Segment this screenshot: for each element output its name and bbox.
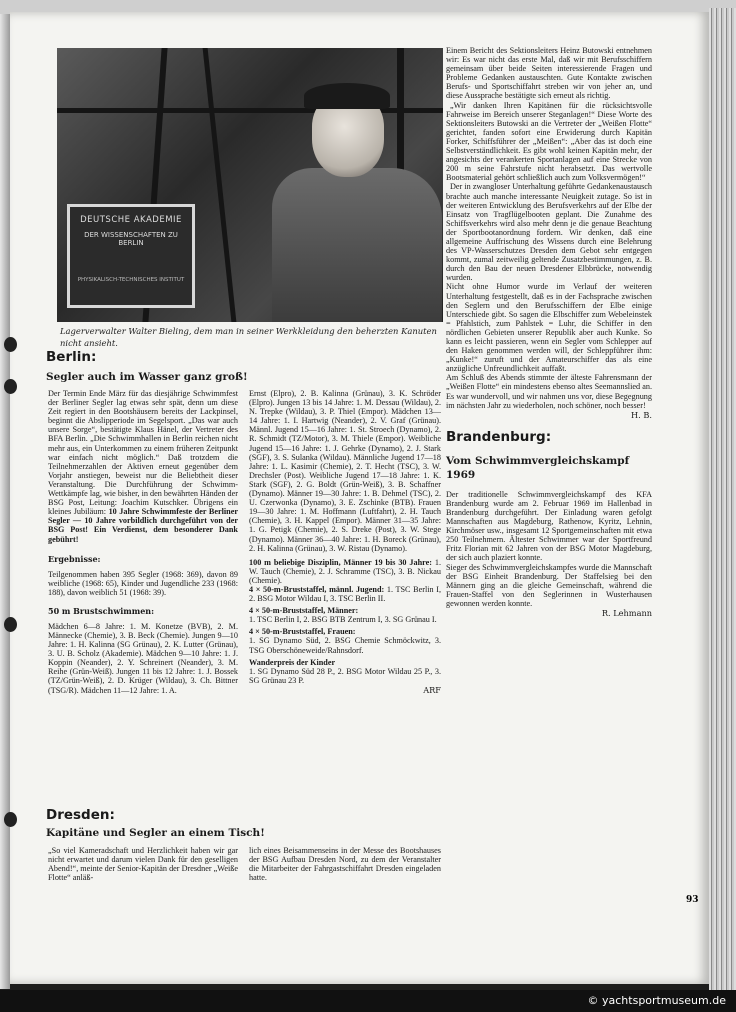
brust-text: Mädchen 6—8 Jahre: 1. M. Konetze (BVB), 2. M. Männecke (Chemie), 3. B. Beck (Chemie). Jungen 9—10 Jahre: 1. H. Kalinna (SG Grünau), 2. K. Lutter (Grünau), 3. U. B. Scholz (Akademie). Mädchen 9—10 Jahre: 1. J. Koppin (Neander), 2. Y. Schreinert (Neander), 3. M. Reihe (Grün-Weiß). Jungen 11 bis 12 Jahre: 1. J. Bossek (TZ/Grün-Weiß), 2. D. Krüger (Wildau), 3. Ch. Bittner (TSG/R). Mädchen 11—12 Jahre: 1. A. xyxy=(48,621,238,695)
sign-line-2: DER WISSENSCHAFTEN ZU BERLIN xyxy=(84,231,178,247)
dresden-p4: Nicht ohne Humor wurde im Verlauf der weiteren Unterhaltung festgestellt, daß es in der Fachsprache zwischen den Seglern und den Berufsschiffern der Elbe einige Unterschiede gibt. So sagen die Elbschiffer zum Webeleinstek = Pfahlstich, zum Pahlstek = Luhr, die Schiffer in den nördlichen Gebieten unserer Republik aber auch Kunke. So kann es leicht passieren, wenn ein Segler vom Schlepper auf den Haken genommen werden will, der Schleppführer ihm: „Kunke!“ zuruft und der Amateurschiffer das als eine anzügliche Unfreundlichkeit auffaßt. xyxy=(446,282,652,374)
binder-hole-2 xyxy=(4,379,17,394)
binder-hole-1 xyxy=(4,337,17,352)
berlin-intro: Der Termin Ende März für das diesjährige Schwimmfest der Berliner Segler lag etwas sehr spät, denn um diese Zeit regiert in den Bootshäusern bereits der Lackpinsel, beginnt die Abslipperiode im Segelsport. „Das war auch unsere Sorge“, bestätigte Klaus Hänel, der Vertreter des BFA Berlin. „Die Schwimmhallen in Berlin reichen nicht mehr aus, ein Unterkommen zu einem früheren Zeitpunkt war einfach nicht möglich.“ Daß trotzdem die Teilnehmerzahlen der Aktiven erneut gegenüber dem Vorjahr anstiegen, beweist nur die Beliebtheit dieser Veranstaltung. Die Durchführung der Schwimm-Wettkämpfe lag, wie bisher, in den bewährten Händen der BSG Post, Leitung: Joachim Kutschker. Übrigens ein kleines Jubiläum: 10 Jahre Schwimmfeste der Berliner Segler — 10 Jahre vorbildlich durchgeführt von der BSG Post! Ein Verdienst, dem besonderer Dank gebührt! xyxy=(48,389,238,544)
brandenburg-p1: Der traditionelle Schwimmvergleichskampf des KFA Brandenburg wurde am 2. Februar 1969 im Hallenbad in Brandenburg durchgeführt. Der Einladung waren gefolgt Mannschaften aus Magdeburg, Rathenow, Kyritz, Lehnin, Kirchmöser usw., insgesamt 12 Sportgemeinschaften mit etwa 250 Teilnehmern. Ältester Schwimmer war der Sportfreund Fritz Florian mit 62 Jahren von der BSG Motor Magdeburg, der sich auch plaziert konnte. xyxy=(446,489,652,563)
photo-caption: Lagerverwalter Walter Bieling, dem man in seiner Werkkleidung den beherzten Kanuten nicht ansieht. xyxy=(60,326,437,348)
region-brandenburg: Brandenburg: xyxy=(446,428,552,445)
headline-berlin: Segler auch im Wasser ganz groß! xyxy=(46,371,248,383)
headline-brandenburg: Vom Schwimmvergleichskampf 1969 xyxy=(446,454,630,481)
sign-line-3: PHYSIKALISCH-TECHNISCHES INSTITUT xyxy=(77,277,185,283)
dresden-column-2 xyxy=(249,846,441,882)
signature-arf: ARF xyxy=(423,684,441,695)
binder-hole-4 xyxy=(4,812,17,827)
signature-hb: H. B. xyxy=(631,409,652,420)
region-dresden: Dresden: xyxy=(46,807,115,823)
wander-label: Wanderpreis der Kinder xyxy=(249,657,336,667)
staffel2-text: 1. TSC Berlin I, 2. BSG BTB Zentrum I, 3. SG Grünau I. xyxy=(249,615,437,625)
binder-hole-3 xyxy=(4,617,17,632)
sign-line-1: DEUTSCHE AKADEMIE xyxy=(80,215,182,225)
staffel2-label: 4 × 50-m-Bruststaffel, Männer: xyxy=(249,606,359,616)
photo-walter-bieling xyxy=(57,48,443,322)
dresden-text-2: lich eines Beisammenseins in der Messe des Bootshauses der BSG Aufbau Dresden Nord, zu dem der Veranstalter die Mitarbeiter der Fahrgastschiffahrt Dresden eingeladen hatte. xyxy=(249,846,441,883)
staffel1-block: 4 × 50-m-Bruststaffel, männl. Jugend: 1. TSC Berlin I, 2. BSG Motor Wildau I, 3. TSC Berlin II. xyxy=(249,584,441,604)
berlin-column-1 xyxy=(48,389,238,695)
man-cap xyxy=(304,83,390,109)
headline-dresden: Kapitäne und Segler an einem Tisch! xyxy=(46,827,265,839)
brust-label: 50 m Brustschwimmen: xyxy=(48,605,155,616)
dresden-p2: „Wir danken Ihren Kapitänen für die rücksichtsvolle Fahrweise im Bereich unserer Steganlagen!“ Diese Worte des Sektionsleiters Butowski an die Vertreter der „Weißen Flotte“ gerichtet, fanden sofort eine Erwiderung durch Kapitän Forker, Schiffsführer der „Meißen“: „Aber das ist doch eine Selbstverständlichkeit. Es gibt wohl keinen Kapitän mehr, der angesichts der verankerten Sportanlagen auf eine Strecke von 200 m seine Fahrstufe nicht herabsetzt. Das wertvolle Bootsmaterial gehört schließlich auch zum Volksvermögen!“ xyxy=(446,100,652,183)
dresden-p1: Einem Bericht des Sektionsleiters Heinz Butowski entnehmen wir: Es war nicht das erste Mal, daß wir mit Berufsschiffern gemeinsam über beide Seiten interessierende Fragen und Probleme Gedanken austauschten. Gute Kontakte zwischen Berufs- und Sportschiffahrt streben wir von jeher an, und diese Aussprache bestätigte sich erneut als richtig. xyxy=(446,46,652,101)
dresden-p5: Am Schluß des Abends stimmte der älteste Fahrensmann der „Weißen Flotte“ ein mindestens ebenso altes Seemannslied an. Es war wundervoll, und wir nahmen uns vor, diese Begegnung im nächsten Jahr zu wiederholen, noch schöner, noch besser! xyxy=(446,373,652,410)
results-label: Ergebnisse: xyxy=(48,553,101,564)
dresden-p3: Der in zwangloser Unterhaltung geführte Gedankenaustausch brachte auch manche interessante Neuigkeit zutage. So ist in der weiteren Entwicklung des Berufsverkehrs auf der Elbe der Einsatz von Tragflügelbooten geplant. Die Zunahme des Schiffsverkehrs wird also mehr denn je die genaue Beachtung der Sportbootanordnung fordern. Wir denken, daß eine allgemeine Auffrischung des Wissens durch eine Belehrung des VP-Wasserschutzes Dresden dem Gebot sehr entgegen kommt, zumal zeitweilig geltende Zusatzbestimmungen, z. B. durch den Bau der neuen Dresdener Elbbrücke, notwendig wurden. xyxy=(446,182,652,283)
dresden-column-1 xyxy=(48,846,238,882)
right-column xyxy=(446,46,652,618)
region-berlin: Berlin: xyxy=(46,349,97,365)
staffel3-label: 4 × 50-m-Bruststaffel, Frauen: xyxy=(249,627,356,637)
berlin-header xyxy=(46,348,442,384)
book-edge-left xyxy=(0,14,10,989)
dresden-text-1: „So viel Kameradschaft und Herzlichkeit haben wir gar nicht erwartet und darum vielen Dank für den geselligen Abend!“, meinte der Senior-Kapitän der Dresdner „Weiße Flotte“ anläß- xyxy=(48,846,238,883)
brandenburg-p2: Sieger des Schwimmvergleichskampfes wurde die Mannschaft der BSG Einheit Brandenburg. Der Staffelsieg bei den Männern ging an die gleiche Gemeinschaft, während die Frauen-Staffel von den Seglerinnen in Wusterhausen gewonnen werden konnte. xyxy=(446,562,652,608)
man-figure xyxy=(272,168,442,322)
freistil-block: 100 m beliebige Disziplin, Männer 19 bis 30 Jahre: 1. W. Tauch (Chemie), 2. J. Schramme (TSC), 3. B. Nickau (Chemie). xyxy=(249,557,441,585)
staffel3-text: 1. SG Dynamo Süd, 2. BSG Chemie Schmöckwitz, 3. TSG Oberschöneweide/Rahnsdorf. xyxy=(249,636,441,655)
page-number: 93 xyxy=(686,895,699,905)
berlin-column-2 xyxy=(249,389,441,695)
institute-sign xyxy=(67,204,195,308)
book-spine xyxy=(709,8,736,993)
results-text: Teilgenommen haben 395 Segler (1968: 369), davon 89 weibliche (1968: 65), Kinder und Jugendliche 233 (1968: 188), davon weiblich 51 (1968: 39). xyxy=(48,569,238,597)
signature-lehmann: R. Lehmann xyxy=(601,607,652,618)
wander-text: 1. SG Dynamo Süd 28 P., 2. BSG Motor Wildau 25 P., 3. SG Grünau 23 P. xyxy=(249,666,441,685)
dresden-header xyxy=(46,806,442,840)
berlin-results-cont: Ernst (Elpro), 2. B. Kalinna (Grünau), 3. K. Schröder (Elpro). Jungen 13 bis 14 Jahre: 1. M. Dessau (Wildau), 2. N. Trepke (Wildau), 3. P. Thiel (Empor). Mädchen 13—14 Jahre: 1. I. Hartwig (Neander), 2. V. Graf (Grünau). Männl. Jugend 15—16 Jahre: 1. St. Stroech (Dynamo), 2. R. Schmidt (TZ/Motor), 3. M. Thiele (Empor). Weibliche Jugend 15—16 Jahre: 1. J. Gehrke (Dynamo), 2. J. Stark (SGF), 3. S. Sulanka (Wildau). Männliche Jugend 17—18 Jahre: 1. L. Kasimir (Chemie), 2. T. Hecht (TSC), 3. W. Drechsler (Post). Weibliche Jugend 17—18 Jahre: 1. K. Stark (SGF), 2. G. Boldt (Grün-Weiß), 3. B. Schaffner (Dynamo). Männer 19—30 Jahre: 1. B. Dehmel (TSC), 2. U. Czerwonka (Dynamo), 3. E. Zschinke (BTB). Frauen 19—30 Jahre: 1. M. Hoffmann (Luftfahrt), 2. H. Tauch (Chemie), 3. H. Kappel (Empor). Männer 31—35 Jahre: 1. G. Petigk (Chemie), 2. S. Dreke (Post), 3. W. Stege (Dynamo). Männer 36—40 Jahre: 1. H. Boreck (Grünau), 2. H. Kalinna (Grünau), 3. W. Ristau (Dynamo). xyxy=(249,389,441,553)
magazine-page xyxy=(10,12,709,984)
watermark: © yachtsportmuseum.de xyxy=(587,994,726,1007)
